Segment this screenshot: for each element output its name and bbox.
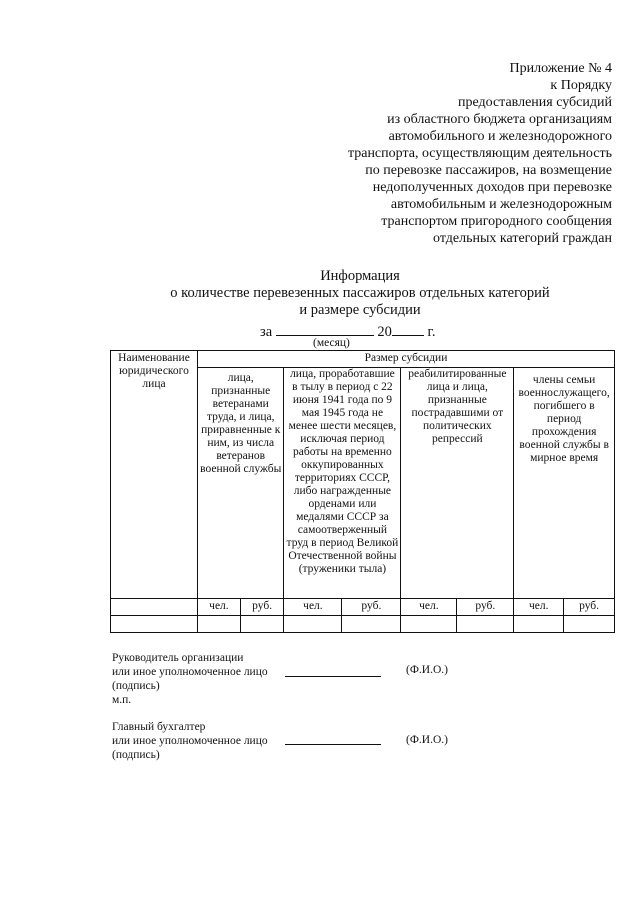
head-fio-label: (Ф.И.О.) xyxy=(406,664,448,676)
appendix-line: автомобильного и железнодорожного xyxy=(388,129,612,144)
period-prefix: за xyxy=(260,324,273,340)
seal-label: м.п. xyxy=(112,694,132,706)
category-repressed: реабилитированные лица и лица, признанные пострадавшими от политических репрессий xyxy=(401,368,514,599)
table-cell[interactable] xyxy=(240,616,284,633)
col-people: чел. xyxy=(401,599,457,616)
category-veterans: лица, признанные ветеранами труда, и лица, приравненные к ним, из числа ветеранов военной службы xyxy=(198,368,284,599)
subsidy-table xyxy=(110,350,615,633)
table-cell[interactable] xyxy=(284,616,342,633)
col-people: чел. xyxy=(284,599,342,616)
appendix-line: отдельных категорий граждан xyxy=(433,231,612,246)
accountant-signature-line[interactable] xyxy=(285,744,381,745)
col-rub: руб. xyxy=(457,599,514,616)
appendix-line: по перевозке пассажиров, на возмещение xyxy=(365,163,612,178)
appendix-line: транспорта, осуществляющим деятельность xyxy=(347,146,612,161)
table-cell[interactable] xyxy=(342,616,401,633)
col-rub: руб. xyxy=(342,599,401,616)
title-main: Информация xyxy=(320,268,400,284)
table-cell[interactable] xyxy=(198,616,241,633)
col-people: чел. xyxy=(514,599,564,616)
empty-cell xyxy=(111,599,198,616)
table-cell[interactable] xyxy=(401,616,457,633)
head-signature-label: (подпись) xyxy=(112,680,160,692)
table-cell[interactable] xyxy=(514,616,564,633)
month-hint: (месяц) xyxy=(313,337,350,349)
table-cell[interactable] xyxy=(564,616,615,633)
head-title-line2: или иное уполномоченное лицо xyxy=(112,666,268,678)
appendix-line: автомобильным и железнодорожным xyxy=(390,197,612,212)
col-rub: руб. xyxy=(564,599,615,616)
category-military-family: члены семьи военнослужащего, погибшего в период прохождения военной службы в мирное время xyxy=(514,368,615,599)
appendix-line: транспортом пригородного сообщения xyxy=(381,214,612,229)
appendix-line: недополученных доходов при перевозке xyxy=(372,180,612,195)
head-title: Руководитель организации xyxy=(112,652,244,664)
appendix-line: к Порядку xyxy=(550,78,612,93)
head-signature-block xyxy=(112,651,268,707)
table-row xyxy=(111,616,615,633)
appendix-line: Приложение № 4 xyxy=(509,61,612,76)
title-line2: о количестве перевезенных пассажиров отдельных категорий xyxy=(170,285,550,301)
title-line3: и размере субсидии xyxy=(299,302,421,318)
accountant-fio-label: (Ф.И.О.) xyxy=(406,734,448,746)
period-year: 20 xyxy=(377,324,392,340)
appendix-header xyxy=(282,60,612,247)
month-blank xyxy=(276,321,374,336)
table-cell[interactable] xyxy=(111,616,198,633)
col-rub: руб. xyxy=(240,599,284,616)
year-blank xyxy=(392,321,424,336)
org-name-header: Наименование юридического лица xyxy=(111,351,198,599)
accountant-signature-block xyxy=(112,720,268,762)
document-title xyxy=(80,268,640,319)
head-signature-line[interactable] xyxy=(285,676,381,677)
appendix-line: из областного бюджета организациям xyxy=(387,112,612,127)
accountant-signature-label: (подпись) xyxy=(112,749,160,761)
subsidy-header: Размер субсидии xyxy=(198,351,615,368)
table-cell[interactable] xyxy=(457,616,514,633)
appendix-line: предоставления субсидий xyxy=(457,95,612,110)
period-suffix: г. xyxy=(427,324,436,340)
col-people: чел. xyxy=(198,599,241,616)
category-home-front: лица, проработавшие в тылу в период с 22 июня 1941 года по 9 мая 1945 года не менее шести месяцев, исключая период работы на временно оккупированных территориях СССР, либо награжденные орденами или медалями СССР за самоотверженный труд в период Великой Отечественной войны (труженики тыла) xyxy=(284,368,401,599)
accountant-title: Главный бухгалтер xyxy=(112,721,206,733)
accountant-title-line2: или иное уполномоченное лицо xyxy=(112,735,268,747)
